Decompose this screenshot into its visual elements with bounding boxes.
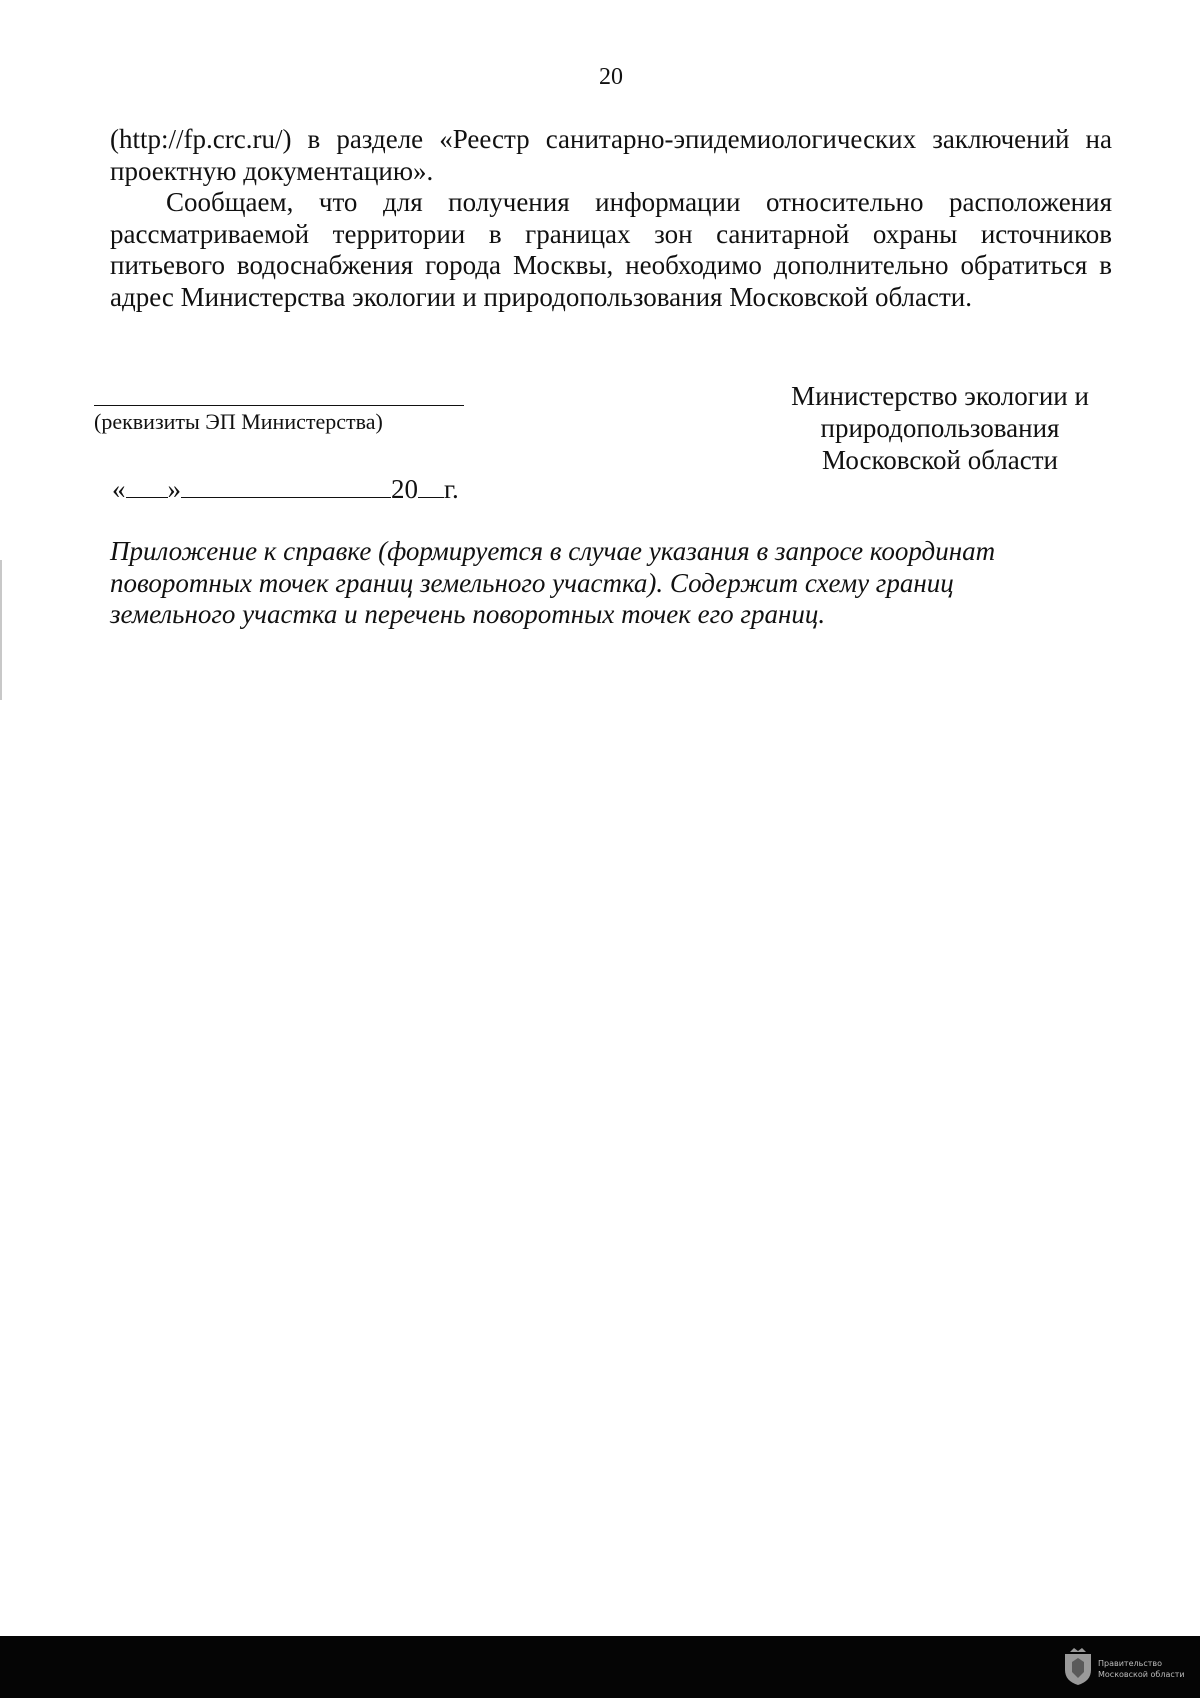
month-blank	[181, 471, 391, 498]
paragraph-registry-reference: (http://fp.crc.ru/) в разделе «Реестр санитарно-эпидемиологических заключений на проектную документацию».	[110, 124, 1112, 186]
year-prefix: 20	[391, 474, 418, 504]
date-field	[112, 471, 459, 505]
signature-caption: (реквизиты ЭП Министерства)	[94, 409, 383, 434]
day-blank	[126, 471, 168, 498]
paragraph-water-protection-zones: Сообщаем, что для получения информации относительно расположения рассматриваемой территории в границах зон санитарной охраны источников питьевого водоснабжения города Москвы, необходимо дополнительно обратиться в адрес Министерства экологии и природопользования Московской области.	[110, 187, 1112, 312]
signature-line	[94, 405, 464, 406]
ministry-line-3: Московской области	[821, 445, 1058, 475]
year-suffix: г.	[444, 474, 459, 504]
appendix-note: Приложение к справке (формируется в случае указания в запросе координат поворотных точек границ земельного участка). Содержит схему границ земельного участка и перечень поворотных точек его границ.	[110, 536, 996, 629]
ministry-line-2: природопользования	[820, 413, 1060, 443]
date-open-quote: «	[112, 474, 126, 504]
scan-edge-mark	[0, 560, 2, 700]
ministry-signatory	[770, 380, 1110, 476]
page-number: 20	[599, 64, 623, 90]
footer-caption	[1098, 1658, 1194, 1680]
coat-of-arms-icon	[1062, 1648, 1094, 1686]
year-blank	[418, 471, 444, 498]
ministry-line-1: Министерство экологии и	[791, 381, 1089, 411]
footer-caption-line-1: Правительство	[1098, 1659, 1162, 1668]
footer-bar	[0, 1636, 1200, 1698]
date-close-quote: »	[167, 474, 181, 504]
footer-caption-line-2: Московской области	[1098, 1670, 1185, 1679]
